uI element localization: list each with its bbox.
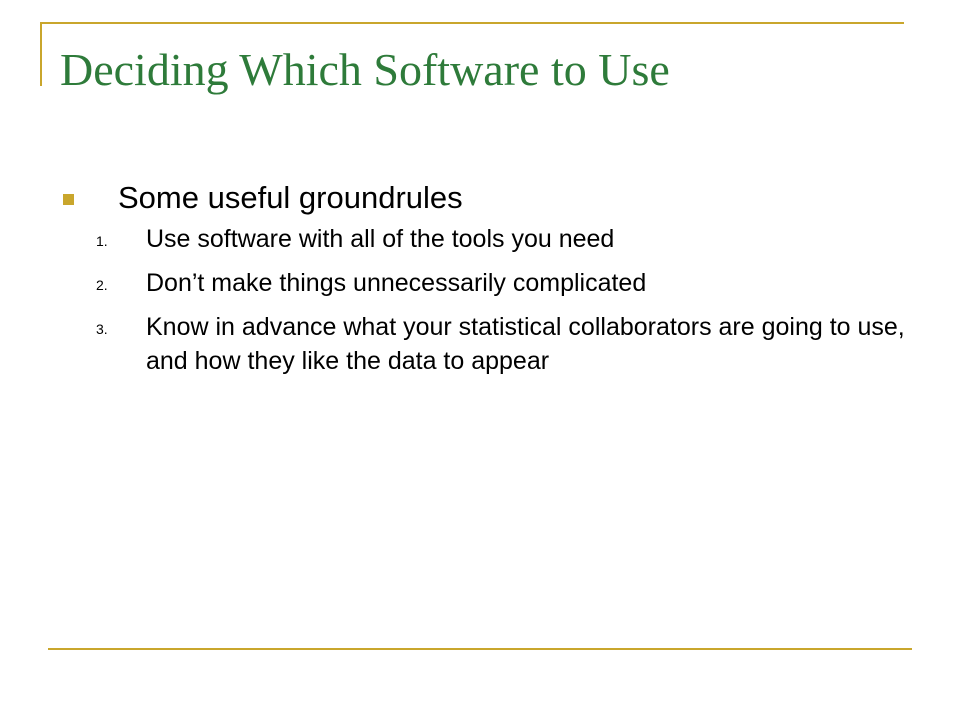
list-item-number: 2. <box>96 277 108 293</box>
list-item <box>60 310 920 378</box>
bullet-item <box>60 176 920 222</box>
bottom-border-line <box>48 648 912 650</box>
list-item-text: Use software with all of the tools you need <box>146 225 615 253</box>
list-item <box>60 266 920 300</box>
left-border-line <box>40 22 42 86</box>
numbered-list <box>60 222 920 378</box>
list-item-number: 1. <box>96 233 108 249</box>
list-item-number: 3. <box>96 321 108 337</box>
square-bullet-icon <box>63 194 74 205</box>
list-item-text: Don’t make things unnecessarily complicated <box>146 269 647 297</box>
top-border-line <box>40 22 904 24</box>
slide-title: Deciding Which Software to Use <box>60 44 670 95</box>
bullet-text: Some useful groundrules <box>118 180 463 215</box>
list-item <box>60 222 920 256</box>
list-item-text: Know in advance what your statistical collaborators are going to use, and how they like the data to appear <box>146 313 905 375</box>
slide-body <box>60 176 920 388</box>
